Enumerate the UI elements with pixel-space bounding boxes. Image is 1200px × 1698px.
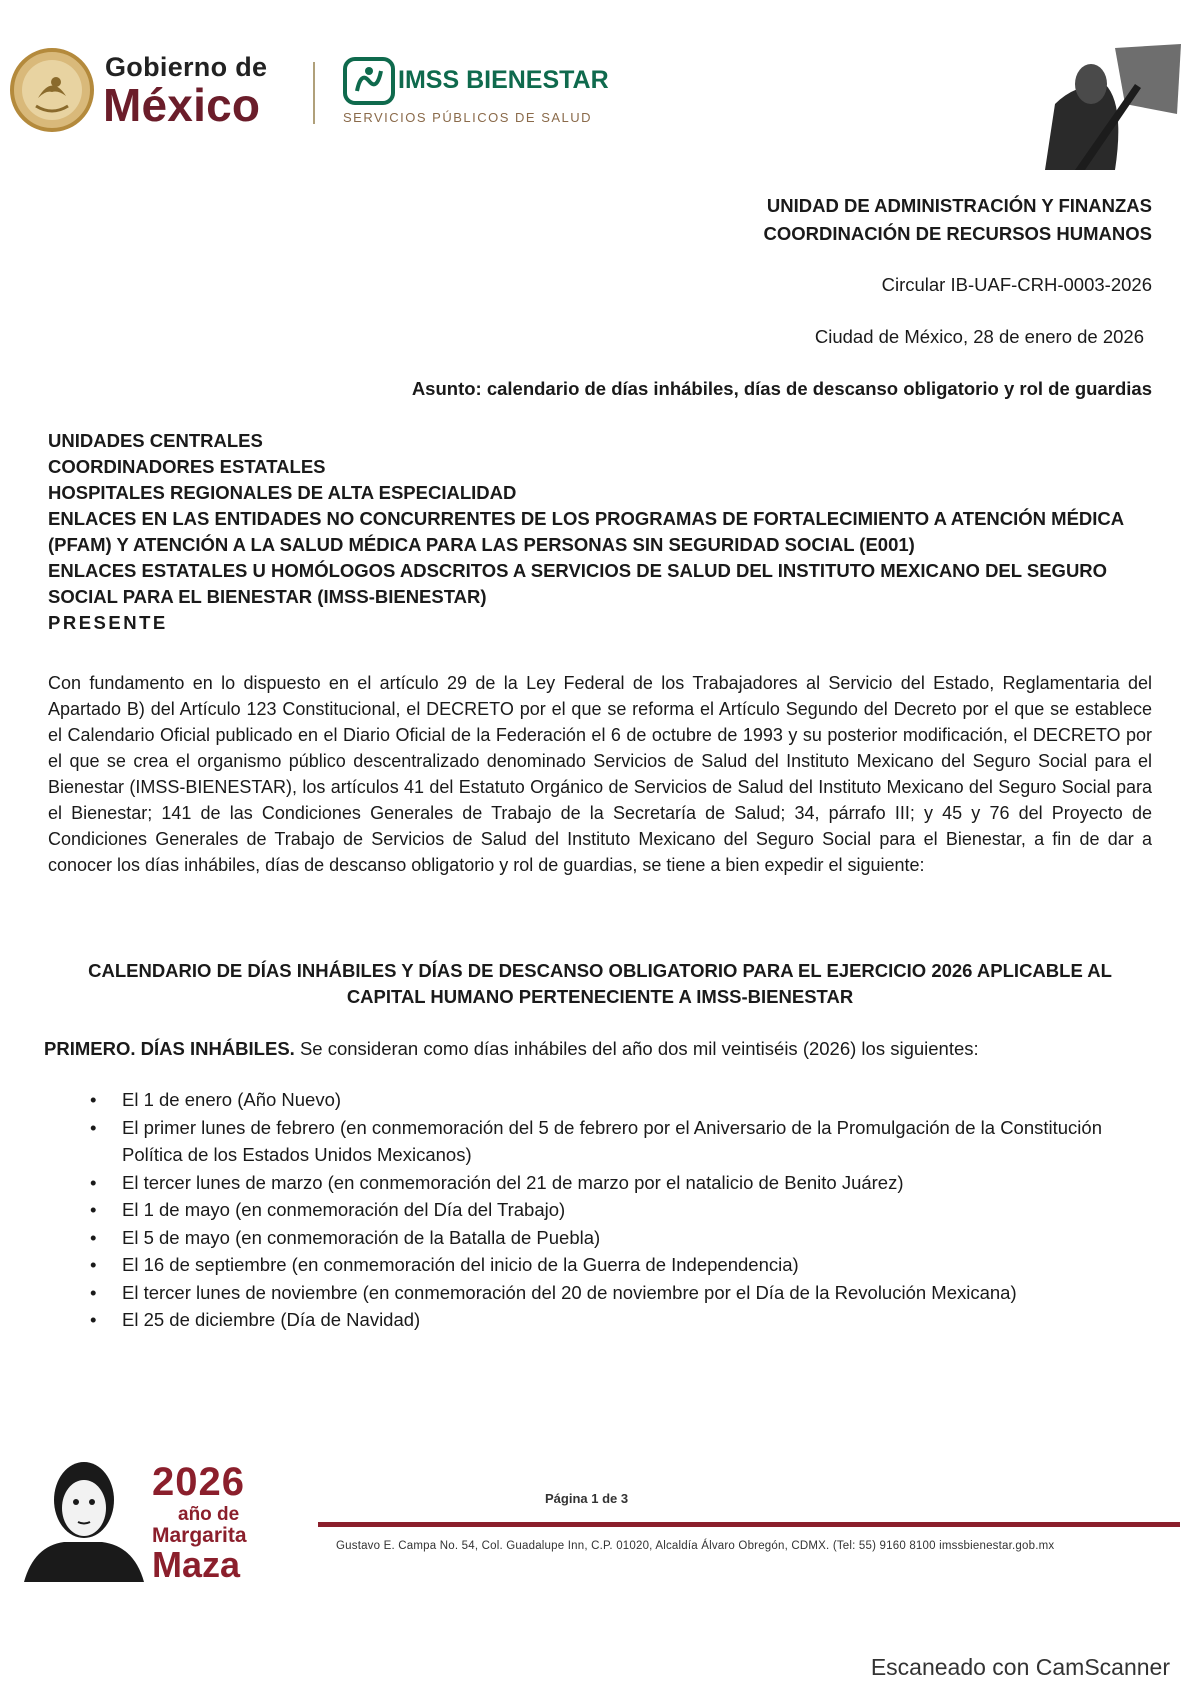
document-date: Ciudad de México, 28 de enero de 2026	[814, 326, 1144, 347]
list-item	[90, 1086, 1152, 1114]
footer-divider	[318, 1522, 1180, 1527]
list-item	[90, 1251, 1152, 1279]
addressee: ENLACES EN LAS ENTIDADES NO CONCURRENTES DE LOS PROGRAMAS DE FORTALECIMIENTO A ATENCIÓN MÉDICA (PFAM) Y ATENCIÓN A LA SALUD MÉDICA PARA LAS PERSONAS SIN SEGURIDAD SOCIAL (E001)	[48, 508, 1124, 555]
holiday-text: El 5 de mayo (en conmemoración de la Batalla de Puebla)	[122, 1226, 601, 1248]
legal-basis-paragraph: Con fundamento en lo dispuesto en el artículo 29 de la Ley Federal de los Trabajadores al Servicio del Estado, Reglamentaria del Apartado B) del Artículo 123 Constitucional, el DECRETO por el que se reforma el Artículo Segundo del Decreto por el que se establece el Calendario Oficial publicado en el Diario Oficial de la Federación el 6 de octubre de 1993 y su posterior modificación, el DECRETO por el que se crea el organismo público descentralizado denominado Servicios de Salud del Instituto Mexicano del Seguro Social para el Bienestar (IMSS-BIENESTAR), los artículos 41 del Estatuto Orgánico de Servicios de Salud del Instituto Mexicano del Seguro Social para el Bienestar; 141 de las Condiciones Generales de Trabajo de la Secretaría de Salud; 34, párrafo III; y 45 y 76 del Proyecto de Condiciones Generales de Trabajo de Servicios de Salud del Instituto Mexicano del Seguro Social para el Bienestar, a fin de dar a conocer los días inhábiles, días de descanso obligatorio y rol de guardias, se tiene a bien expedir el siguiente:	[48, 673, 1152, 875]
footer-address: Gustavo E. Campa No. 54, Col. Guadalupe Inn, C.P. 01020, Alcaldía Álvaro Obregón, CDMX. (Tel: 55) 9160 8100 imssbienestar.gob.mx	[336, 1540, 1055, 1552]
margarita-maza-portrait	[14, 1450, 152, 1582]
holiday-text: El 16 de septiembre (en conmemoración del inicio de la Guerra de Independencia)	[122, 1254, 799, 1275]
addressee: ENLACES ESTATALES U HOMÓLOGOS ADSCRITOS A SERVICIOS DE SALUD DEL INSTITUTO MEXICANO DEL SEGURO SOCIAL PARA EL BIENESTAR (IMSS-BIENESTAR)	[48, 560, 1108, 607]
sender-unidad: UNIDAD DE ADMINISTRACIÓN Y FINANZAS	[766, 195, 1152, 216]
list-item	[90, 1306, 1152, 1334]
calendar-title-line2: CAPITAL HUMANO PERTENECIENTE A IMSS-BIENESTAR	[346, 986, 854, 1007]
sender-coordinacion: COORDINACIÓN DE RECURSOS HUMANOS	[763, 223, 1152, 244]
gobierno-de-mexico-line1: Gobierno de	[105, 52, 268, 82]
gobierno-de-mexico-line2: México	[103, 79, 261, 131]
footer-name-first: Margarita	[152, 1524, 247, 1547]
primero-section	[44, 1036, 1154, 1062]
page-number: Página 1 de 3	[545, 1491, 629, 1506]
calendar-title	[48, 958, 1152, 1010]
holiday-text: El tercer lunes de noviembre (en conmemoración del 20 de noviembre por el Día de la Revolución Mexicana)	[122, 1281, 1017, 1303]
primero-text: Se consideran como días inhábiles del año dos mil veintiséis (2026) los siguientes:	[294, 1038, 979, 1059]
list-item	[90, 1279, 1152, 1307]
bullet-icon: •	[90, 1171, 97, 1193]
bullet-icon: •	[90, 1199, 97, 1220]
footer-ano-de: año de	[178, 1504, 240, 1525]
heroine-flag-portrait	[1045, 44, 1183, 170]
list-item	[90, 1114, 1152, 1169]
circular-number: Circular IB-UAF-CRH-0003-2026	[881, 274, 1152, 295]
camscanner-watermark: Escaneado con CamScanner	[870, 1654, 1170, 1680]
presente-label: PRESENTE	[48, 612, 168, 633]
footer-year: 2026	[152, 1460, 245, 1504]
subject-line	[412, 378, 1152, 400]
imss-bienestar-subtitle: SERVICIOS PÚBLICOS DE SALUD	[343, 110, 593, 125]
holiday-text: El 1 de mayo (en conmemoración del Día del Trabajo)	[122, 1199, 566, 1220]
bullet-icon: •	[90, 1116, 97, 1138]
header-divider	[313, 62, 315, 124]
holiday-text: El tercer lunes de marzo (en conmemoración del 21 de marzo por el natalicio de Benito Juárez)	[122, 1171, 904, 1193]
bullet-icon: •	[90, 1089, 97, 1110]
addressee: COORDINADORES ESTATALES	[48, 456, 326, 477]
primero-label: PRIMERO. DÍAS INHÁBILES.	[44, 1038, 295, 1059]
holiday-list	[90, 1086, 1152, 1334]
subject-label: Asunto:	[411, 378, 482, 399]
list-item	[90, 1196, 1152, 1224]
list-item	[90, 1169, 1152, 1197]
list-item	[90, 1224, 1152, 1252]
escudo-nacional-logo	[8, 46, 96, 134]
holiday-text: El primer lunes de febrero (en conmemoración del 5 de febrero por el Aniversario de la Promulgación de la Constitución Política de los Estados Unidos Mexicanos)	[122, 1116, 1102, 1165]
holiday-text: El 1 de enero (Año Nuevo)	[122, 1089, 342, 1110]
bullet-icon: •	[90, 1254, 97, 1275]
addressee: UNIDADES CENTRALES	[48, 430, 263, 451]
addressees-block	[48, 428, 1148, 636]
calendar-title-line1: CALENDARIO DE DÍAS INHÁBILES Y DÍAS DE DESCANSO OBLIGATORIO PARA EL EJERCICIO 2026 APLICABLE AL	[88, 960, 1112, 981]
imss-bienestar-logo	[343, 57, 395, 105]
bullet-icon: •	[90, 1309, 97, 1330]
bullet-icon: •	[90, 1226, 97, 1248]
holiday-text: El 25 de diciembre (Día de Navidad)	[122, 1309, 421, 1330]
sender-unit	[763, 192, 1152, 248]
subject-text: calendario de días inhábiles, días de descanso obligatorio y rol de guardias	[481, 378, 1152, 399]
addressee: HOSPITALES REGIONALES DE ALTA ESPECIALIDAD	[48, 482, 517, 503]
footer-name-last: Maza	[152, 1544, 241, 1585]
bullet-icon: •	[90, 1281, 97, 1303]
imss-bienestar-name: IMSS BIENESTAR	[398, 66, 609, 94]
